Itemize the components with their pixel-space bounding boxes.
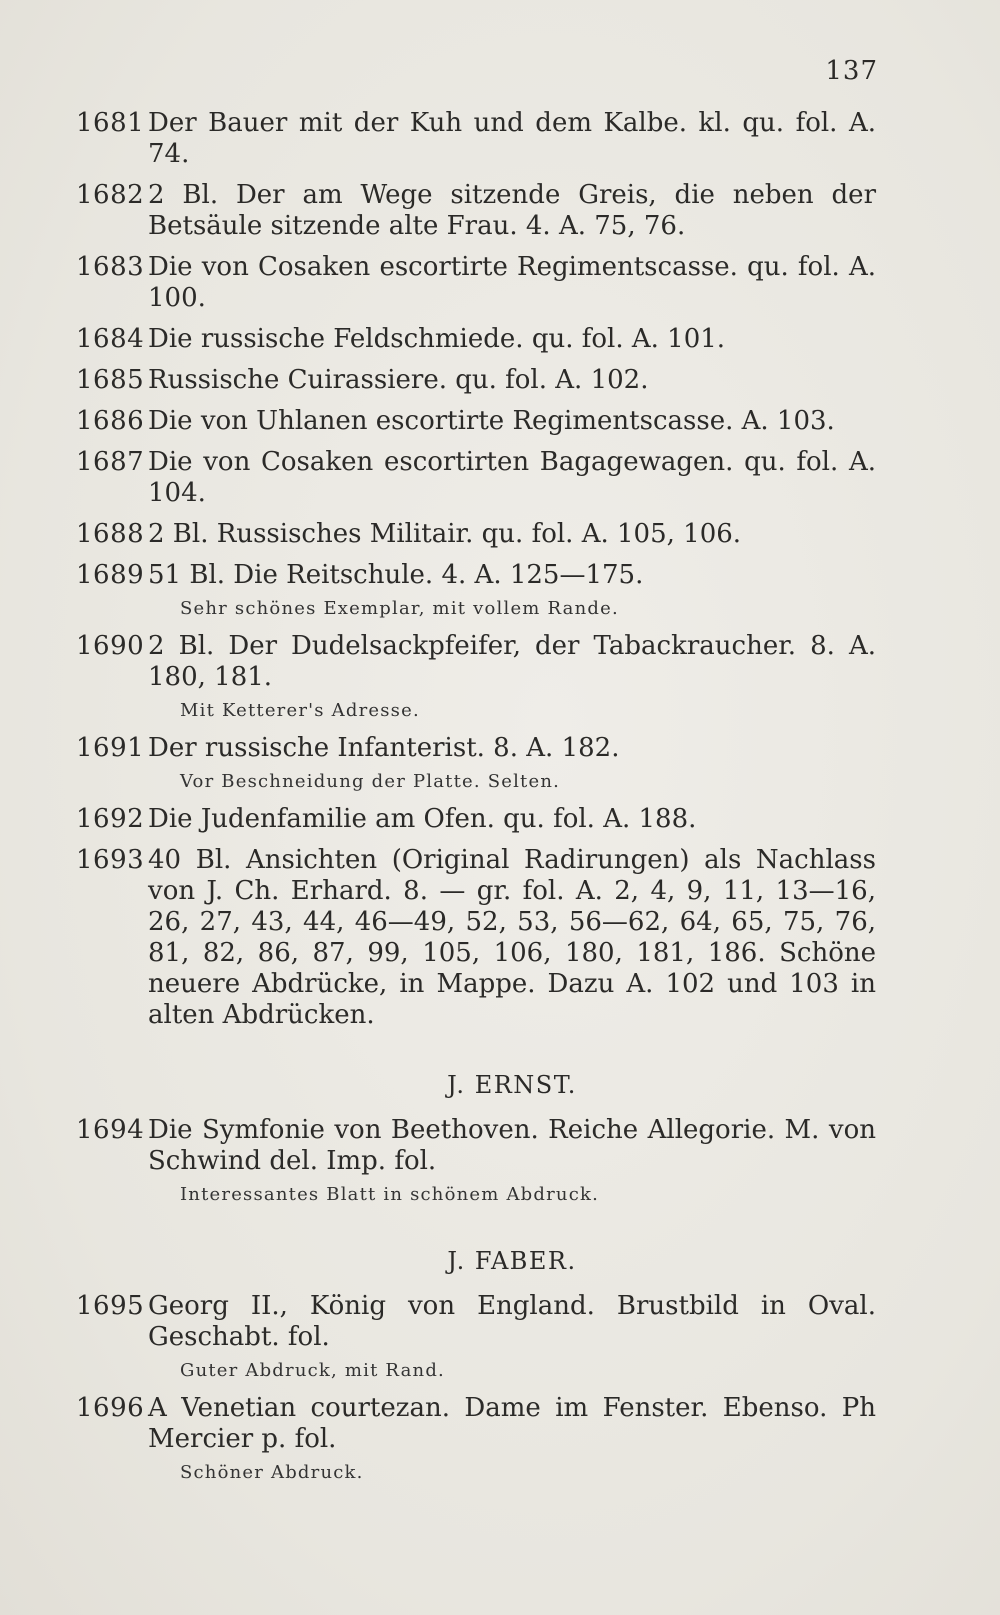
entry-text: Der russische Infanterist. 8. A. 182. (148, 733, 620, 763)
catalog-entry (76, 365, 876, 396)
catalog-entry (76, 324, 876, 355)
section-entries-ernst (76, 1115, 876, 1207)
catalog-entry (76, 1393, 876, 1485)
entry-text: Der Bauer mit der Kuh und dem Kalbe. kl. qu. fol. A. 74. (148, 108, 876, 169)
entry-number: 1681 (76, 108, 145, 138)
entry-text: 40 Bl. Ansichten (Original Radirungen) als Nachlass von J. Ch. Erhard. 8. — gr. fol. A. 2, 4, 9, 11, 13—16, 26, 27, 43, 44, 46—49, 52, 53, 56—62, 64, 65, 75, 76, 81, 82, 86, 87, 99, 105, 106, 180, 181, 186. Schöne neuere Abdrücke, in Mappe. Dazu A. 102 und 103 in alten Abdrücken. (148, 845, 876, 1030)
entry-text: 51 Bl. Die Reitschule. 4. A. 125—175. (148, 560, 644, 590)
entry-number: 1695 (76, 1291, 145, 1321)
entry-text: Die russische Feldschmiede. qu. fol. A. 101. (148, 324, 726, 354)
entry-note: Guter Abdruck, mit Rand. (180, 1360, 445, 1381)
entry-text: Die von Cosaken escortirte Regimentscasse. qu. fol. A. 100. (148, 252, 876, 313)
entry-note: Interessantes Blatt in schönem Abdruck. (180, 1184, 599, 1205)
entry-text: Die von Cosaken escortirten Bagagewagen. qu. fol. A. 104. (148, 447, 876, 508)
entry-number: 1684 (76, 324, 145, 354)
entry-number: 1686 (76, 406, 145, 436)
entry-text: Die von Uhlanen escortirte Regimentscasse. A. 103. (148, 406, 835, 436)
catalog-entry (76, 1115, 876, 1207)
entry-text: Russische Cuirassiere. qu. fol. A. 102. (148, 365, 649, 395)
page-content (76, 108, 876, 1495)
entry-note: Vor Beschneidung der Platte. Selten. (180, 771, 561, 792)
entry-number: 1694 (76, 1115, 145, 1145)
catalog-entry (76, 406, 876, 437)
catalog-entry (76, 180, 876, 242)
entry-text: 2 Bl. Der am Wege sitzende Greis, die neben der Betsäule sitzende alte Frau. 4. A. 75, 76. (148, 180, 876, 241)
entry-number: 1692 (76, 804, 145, 834)
catalog-entry (76, 804, 876, 835)
catalog-entry (76, 1291, 876, 1383)
entry-note: Schöner Abdruck. (180, 1462, 364, 1483)
catalog-entry (76, 519, 876, 550)
entry-text: 2 Bl. Der Dudelsackpfeifer, der Tabackraucher. 8. A. 180, 181. (148, 631, 876, 692)
section-heading-ernst: J. ERNST. (447, 1071, 577, 1099)
catalog-entry (76, 252, 876, 314)
entry-number: 1696 (76, 1393, 145, 1423)
catalog-entry (76, 560, 876, 621)
entry-number: 1683 (76, 252, 145, 282)
entry-number: 1691 (76, 733, 145, 763)
catalog-entry (76, 845, 876, 1031)
entry-text: Georg II., König von England. Brustbild in Oval. Geschabt. fol. (148, 1291, 876, 1352)
entry-number: 1688 (76, 519, 145, 549)
catalog-entry (76, 108, 876, 170)
catalog-entry (76, 447, 876, 509)
entry-note: Sehr schönes Exemplar, mit vollem Rande. (180, 598, 619, 619)
entry-text: A Venetian courtezan. Dame im Fenster. Ebenso. Ph Mercier p. fol. (148, 1393, 876, 1454)
entry-text: Die Judenfamilie am Ofen. qu. fol. A. 188. (148, 804, 697, 834)
entry-text: 2 Bl. Russisches Militair. qu. fol. A. 105, 106. (148, 519, 742, 549)
entry-text: Die Symfonie von Beethoven. Reiche Allegorie. M. von Schwind del. Imp. fol. (148, 1115, 876, 1176)
entry-number: 1693 (76, 845, 145, 875)
section-heading-faber: J. FABER. (447, 1247, 577, 1275)
section-entries (76, 108, 876, 1031)
catalog-entry (76, 631, 876, 723)
entry-number: 1687 (76, 447, 145, 477)
entry-note: Mit Ketterer's Adresse. (180, 700, 420, 721)
catalog-entry (76, 733, 876, 794)
entry-number: 1685 (76, 365, 145, 395)
entry-number: 1689 (76, 560, 145, 590)
entry-number: 1682 (76, 180, 145, 210)
page-number: 137 (825, 56, 878, 86)
entry-number: 1690 (76, 631, 145, 661)
section-entries-faber (76, 1291, 876, 1485)
